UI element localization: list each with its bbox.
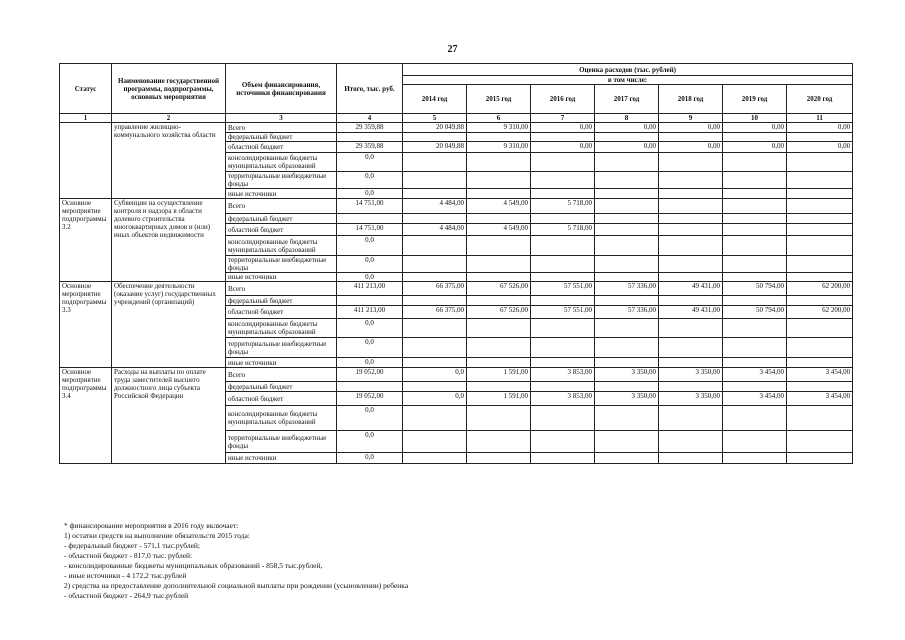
financing-source-cell: консолидированные бюджеты муниципальных образований xyxy=(226,236,337,256)
column-index: 11 xyxy=(787,114,853,123)
year-value-cell xyxy=(595,172,659,189)
year-value-cell xyxy=(723,406,787,431)
year-value-cell xyxy=(595,214,659,224)
table-row xyxy=(60,368,853,382)
year-value-cell xyxy=(403,431,467,453)
column-index: 2 xyxy=(112,114,226,123)
total-cell: 411 213,00 xyxy=(337,282,403,296)
year-value-cell xyxy=(723,338,787,358)
year-value-cell xyxy=(595,338,659,358)
year-value-cell xyxy=(531,319,595,338)
year-value-cell xyxy=(467,296,531,306)
year-value-cell xyxy=(467,382,531,392)
year-value-cell xyxy=(531,153,595,172)
year-value-cell xyxy=(403,256,467,273)
financing-source-cell: Всего xyxy=(226,123,337,133)
program-name-cell: Субвенции на осуществление контроля и надзора в области долевого строительства многоквартирных домов и (или) иных объектов недвижимости xyxy=(112,199,226,282)
year-value-cell xyxy=(531,172,595,189)
header-year: 2014 год xyxy=(403,85,467,114)
year-value-cell xyxy=(659,133,723,142)
year-value-cell xyxy=(467,236,531,256)
total-cell xyxy=(337,296,403,306)
financing-source-cell: территориальные внебюджетные фонды xyxy=(226,338,337,358)
year-value-cell xyxy=(403,382,467,392)
year-value-cell xyxy=(787,172,853,189)
total-cell: 411 213,00 xyxy=(337,306,403,319)
header-year: 2017 год xyxy=(595,85,659,114)
year-value-cell xyxy=(787,273,853,282)
year-value-cell xyxy=(595,296,659,306)
year-value-cell: 0,0 xyxy=(403,368,467,382)
year-value-cell xyxy=(403,189,467,199)
total-cell: 0,0 xyxy=(337,172,403,189)
page-number: 27 xyxy=(447,44,458,55)
year-value-cell xyxy=(595,382,659,392)
financing-source-cell: иные источники xyxy=(226,189,337,199)
year-value-cell: 57 336,00 xyxy=(595,282,659,296)
year-value-cell xyxy=(723,153,787,172)
financing-source-cell: областной бюджет xyxy=(226,142,337,153)
year-value-cell xyxy=(787,453,853,464)
year-value-cell: 66 375,00 xyxy=(403,282,467,296)
financing-source-cell: территориальные внебюджетные фонды xyxy=(226,256,337,273)
financing-source-cell: Всего xyxy=(226,199,337,214)
year-value-cell xyxy=(595,453,659,464)
financing-source-cell: Всего xyxy=(226,282,337,296)
header-financing: Объем финансирования, источники финансирования xyxy=(226,64,337,114)
year-value-cell: 57 551,00 xyxy=(531,282,595,296)
year-value-cell: 3 454,00 xyxy=(723,392,787,406)
year-value-cell xyxy=(531,189,595,199)
footnote-line: - консолидированные бюджеты муниципальных образований - 858,5 тыс.рублей, xyxy=(64,561,323,570)
year-value-cell: 5 718,00 xyxy=(531,224,595,236)
year-value-cell: 3 350,00 xyxy=(659,392,723,406)
financing-source-cell: консолидированные бюджеты муниципальных образований xyxy=(226,319,337,338)
header-total: Итого, тыс. руб. xyxy=(337,64,403,114)
year-value-cell: 0,00 xyxy=(787,123,853,133)
year-value-cell xyxy=(467,189,531,199)
footnote-line: 2) средства на предоставление дополнительной социальной выплаты при рождении (усыновлении) ребенка xyxy=(64,581,409,590)
column-index: 8 xyxy=(595,114,659,123)
header-year: 2018 год xyxy=(659,85,723,114)
column-index: 4 xyxy=(337,114,403,123)
financing-source-cell: областной бюджет xyxy=(226,392,337,406)
year-value-cell: 57 551,00 xyxy=(531,306,595,319)
year-value-cell xyxy=(723,224,787,236)
year-value-cell xyxy=(403,133,467,142)
year-value-cell xyxy=(723,358,787,368)
year-value-cell: 0,00 xyxy=(723,123,787,133)
year-value-cell xyxy=(595,189,659,199)
year-value-cell xyxy=(787,406,853,431)
total-cell: 19 052,00 xyxy=(337,392,403,406)
year-value-cell: 3 454,00 xyxy=(723,368,787,382)
year-value-cell xyxy=(595,256,659,273)
year-value-cell: 3 350,00 xyxy=(595,392,659,406)
year-value-cell xyxy=(723,453,787,464)
year-value-cell xyxy=(659,338,723,358)
year-value-cell xyxy=(787,338,853,358)
year-value-cell xyxy=(403,236,467,256)
header-year: 2019 год xyxy=(723,85,787,114)
year-value-cell: 0,0 xyxy=(403,392,467,406)
year-value-cell xyxy=(659,358,723,368)
column-index: 9 xyxy=(659,114,723,123)
year-value-cell: 4 549,00 xyxy=(467,199,531,214)
header-year: 2016 год xyxy=(531,85,595,114)
total-cell: 0,0 xyxy=(337,358,403,368)
total-cell: 0,0 xyxy=(337,338,403,358)
year-value-cell xyxy=(659,319,723,338)
financing-source-cell: консолидированные бюджеты муниципальных образований xyxy=(226,153,337,172)
year-value-cell xyxy=(787,189,853,199)
year-value-cell xyxy=(787,153,853,172)
year-value-cell xyxy=(467,273,531,282)
financing-source-cell: федеральный бюджет xyxy=(226,133,337,142)
year-value-cell: 3 350,00 xyxy=(595,368,659,382)
year-value-cell: 49 431,00 xyxy=(659,306,723,319)
year-value-cell xyxy=(659,296,723,306)
year-value-cell xyxy=(531,338,595,358)
status-cell xyxy=(60,123,112,199)
year-value-cell xyxy=(403,406,467,431)
year-value-cell xyxy=(723,214,787,224)
year-value-cell xyxy=(403,214,467,224)
year-value-cell xyxy=(595,273,659,282)
year-value-cell xyxy=(659,453,723,464)
year-value-cell xyxy=(787,236,853,256)
year-value-cell xyxy=(723,296,787,306)
header-year: 2015 год xyxy=(467,85,531,114)
year-value-cell: 20 049,88 xyxy=(403,142,467,153)
year-value-cell: 49 431,00 xyxy=(659,282,723,296)
year-value-cell: 50 794,00 xyxy=(723,306,787,319)
total-cell: 14 751,00 xyxy=(337,199,403,214)
year-value-cell xyxy=(467,172,531,189)
program-name-cell: Расходы на выплаты по оплате труда заместителей высшего должностного лица субъекта Российской Федерации xyxy=(112,368,226,464)
footnote-line: - областной бюджет - 817,0 тыс. рублей: xyxy=(64,551,193,560)
year-value-cell xyxy=(531,296,595,306)
year-value-cell xyxy=(787,199,853,214)
year-value-cell xyxy=(723,319,787,338)
year-value-cell: 3 853,00 xyxy=(531,368,595,382)
year-value-cell: 3 350,00 xyxy=(659,368,723,382)
header-status: Статус xyxy=(60,64,112,114)
total-cell xyxy=(337,133,403,142)
footnote-line: - иные источники - 4 172,2 тыс.рублей xyxy=(64,571,187,580)
table-row xyxy=(60,123,853,133)
year-value-cell xyxy=(467,214,531,224)
year-value-cell xyxy=(531,256,595,273)
year-value-cell: 0,00 xyxy=(531,142,595,153)
column-index: 7 xyxy=(531,114,595,123)
total-cell: 0,0 xyxy=(337,189,403,199)
year-value-cell xyxy=(659,172,723,189)
financing-source-cell: территориальные внебюджетные фонды xyxy=(226,431,337,453)
table-header xyxy=(60,64,853,123)
year-value-cell: 3 454,00 xyxy=(787,392,853,406)
year-value-cell xyxy=(787,133,853,142)
year-value-cell: 57 336,00 xyxy=(595,306,659,319)
year-value-cell xyxy=(787,256,853,273)
financing-source-cell: иные источники xyxy=(226,273,337,282)
year-value-cell: 3 853,00 xyxy=(531,392,595,406)
year-value-cell xyxy=(787,319,853,338)
financing-source-cell: иные источники xyxy=(226,453,337,464)
year-value-cell xyxy=(723,236,787,256)
year-value-cell: 1 591,00 xyxy=(467,392,531,406)
year-value-cell: 0,00 xyxy=(723,142,787,153)
year-value-cell: 67 526,00 xyxy=(467,282,531,296)
total-cell: 0,0 xyxy=(337,453,403,464)
header-name: Наименование государственной программы, подпрограммы, основных мероприятия xyxy=(112,64,226,114)
financing-source-cell: Всего xyxy=(226,368,337,382)
total-cell: 0,0 xyxy=(337,153,403,172)
year-value-cell xyxy=(403,273,467,282)
footnotes xyxy=(64,521,864,601)
year-value-cell xyxy=(467,153,531,172)
year-value-cell xyxy=(659,382,723,392)
total-cell: 29 359,88 xyxy=(337,142,403,153)
year-value-cell xyxy=(787,214,853,224)
year-value-cell xyxy=(723,172,787,189)
year-value-cell xyxy=(531,406,595,431)
year-value-cell: 3 454,00 xyxy=(787,368,853,382)
program-name-cell: Обеспечение деятельности (оказание услуг) государственных учреждений (организаций) xyxy=(112,282,226,368)
year-value-cell xyxy=(467,133,531,142)
year-value-cell xyxy=(531,133,595,142)
financing-source-cell: территориальные внебюджетные фонды xyxy=(226,172,337,189)
year-value-cell xyxy=(659,224,723,236)
year-value-cell: 9 310,00 xyxy=(467,123,531,133)
year-value-cell: 0,00 xyxy=(595,123,659,133)
year-value-cell xyxy=(531,273,595,282)
year-value-cell xyxy=(659,431,723,453)
year-value-cell xyxy=(723,133,787,142)
total-cell: 0,0 xyxy=(337,406,403,431)
header-sub-title: в том числе: xyxy=(403,76,853,85)
header-group-title: Оценка расходов (тыс. рублей) xyxy=(403,64,853,76)
year-value-cell: 4 484,00 xyxy=(403,224,467,236)
year-value-cell: 67 526,00 xyxy=(467,306,531,319)
column-index: 6 xyxy=(467,114,531,123)
program-name-cell: управление жилищно-коммунального хозяйства области xyxy=(112,123,226,199)
year-value-cell xyxy=(787,358,853,368)
year-value-cell: 4 484,00 xyxy=(403,199,467,214)
column-index: 5 xyxy=(403,114,467,123)
financing-source-cell: областной бюджет xyxy=(226,306,337,319)
total-cell xyxy=(337,382,403,392)
year-value-cell xyxy=(467,431,531,453)
status-cell: Основное мероприятие подпрограммы 3.3 xyxy=(60,282,112,368)
table-body xyxy=(60,123,853,464)
year-value-cell xyxy=(595,319,659,338)
year-value-cell xyxy=(659,214,723,224)
total-cell: 0,0 xyxy=(337,273,403,282)
total-cell: 14 751,00 xyxy=(337,224,403,236)
year-value-cell xyxy=(467,256,531,273)
year-value-cell: 9 310,00 xyxy=(467,142,531,153)
year-value-cell xyxy=(403,338,467,358)
year-value-cell xyxy=(595,133,659,142)
year-value-cell xyxy=(595,153,659,172)
year-value-cell xyxy=(467,406,531,431)
year-value-cell xyxy=(723,199,787,214)
total-cell: 0,0 xyxy=(337,236,403,256)
year-value-cell xyxy=(659,256,723,273)
year-value-cell xyxy=(659,406,723,431)
year-value-cell: 5 718,00 xyxy=(531,199,595,214)
year-value-cell xyxy=(659,153,723,172)
year-value-cell: 66 375,00 xyxy=(403,306,467,319)
total-cell xyxy=(337,214,403,224)
table-row xyxy=(60,282,853,296)
year-value-cell xyxy=(723,382,787,392)
year-value-cell xyxy=(467,358,531,368)
year-value-cell xyxy=(659,189,723,199)
financing-source-cell: областной бюджет xyxy=(226,224,337,236)
year-value-cell xyxy=(723,273,787,282)
year-value-cell xyxy=(403,319,467,338)
total-cell: 0,0 xyxy=(337,319,403,338)
financing-source-cell: иные источники xyxy=(226,358,337,368)
table-row xyxy=(60,199,853,214)
total-cell: 0,0 xyxy=(337,256,403,273)
total-cell: 29 359,88 xyxy=(337,123,403,133)
year-value-cell xyxy=(403,172,467,189)
year-value-cell: 0,00 xyxy=(787,142,853,153)
year-value-cell xyxy=(531,236,595,256)
header-year: 2020 год xyxy=(787,85,853,114)
total-cell: 0,0 xyxy=(337,431,403,453)
year-value-cell xyxy=(403,296,467,306)
year-value-cell xyxy=(659,273,723,282)
year-value-cell xyxy=(403,453,467,464)
year-value-cell xyxy=(403,153,467,172)
year-value-cell: 0,00 xyxy=(531,123,595,133)
year-value-cell xyxy=(723,189,787,199)
year-value-cell xyxy=(531,214,595,224)
year-value-cell xyxy=(659,236,723,256)
year-value-cell xyxy=(595,431,659,453)
financing-source-cell: федеральный бюджет xyxy=(226,296,337,306)
year-value-cell xyxy=(467,453,531,464)
year-value-cell: 62 200,00 xyxy=(787,306,853,319)
year-value-cell xyxy=(787,431,853,453)
year-value-cell xyxy=(531,431,595,453)
status-cell: Основное мероприятие подпрограммы 3.2 xyxy=(60,199,112,282)
year-value-cell xyxy=(531,453,595,464)
year-value-cell xyxy=(467,319,531,338)
year-value-cell xyxy=(595,224,659,236)
year-value-cell xyxy=(659,199,723,214)
total-cell: 19 052,00 xyxy=(337,368,403,382)
footnote-line: * финансирование мероприятия в 2016 году включает: xyxy=(64,521,239,530)
budget-table xyxy=(59,63,853,464)
financing-source-cell: консолидированные бюджеты муниципальных образований xyxy=(226,406,337,431)
year-value-cell xyxy=(787,224,853,236)
year-value-cell xyxy=(787,382,853,392)
year-value-cell xyxy=(723,256,787,273)
year-value-cell xyxy=(595,406,659,431)
year-value-cell xyxy=(531,382,595,392)
financing-source-cell: федеральный бюджет xyxy=(226,382,337,392)
year-value-cell: 50 794,00 xyxy=(723,282,787,296)
year-value-cell: 1 591,00 xyxy=(467,368,531,382)
year-value-cell xyxy=(467,338,531,358)
year-value-cell xyxy=(787,296,853,306)
year-value-cell: 0,00 xyxy=(659,123,723,133)
year-value-cell xyxy=(531,358,595,368)
year-value-cell xyxy=(595,236,659,256)
column-index: 1 xyxy=(60,114,112,123)
year-value-cell: 0,00 xyxy=(595,142,659,153)
financing-source-cell: федеральный бюджет xyxy=(226,214,337,224)
year-value-cell xyxy=(595,358,659,368)
year-value-cell: 0,00 xyxy=(659,142,723,153)
year-value-cell: 4 549,00 xyxy=(467,224,531,236)
year-value-cell xyxy=(595,199,659,214)
status-cell: Основное мероприятие подпрограммы 3.4 xyxy=(60,368,112,464)
year-value-cell xyxy=(723,431,787,453)
year-value-cell: 62 200,00 xyxy=(787,282,853,296)
footnote-line: 1) остатки средств на выполнение обязательств 2015 года: xyxy=(64,531,250,540)
year-value-cell xyxy=(403,358,467,368)
year-value-cell: 20 049,88 xyxy=(403,123,467,133)
column-index: 10 xyxy=(723,114,787,123)
footnote-line: - областной бюджет - 264,9 тыс.рублей xyxy=(64,591,189,600)
column-index: 3 xyxy=(226,114,337,123)
footnote-line: - федеральный бюджет - 571,1 тыс.рублей; xyxy=(64,541,201,550)
